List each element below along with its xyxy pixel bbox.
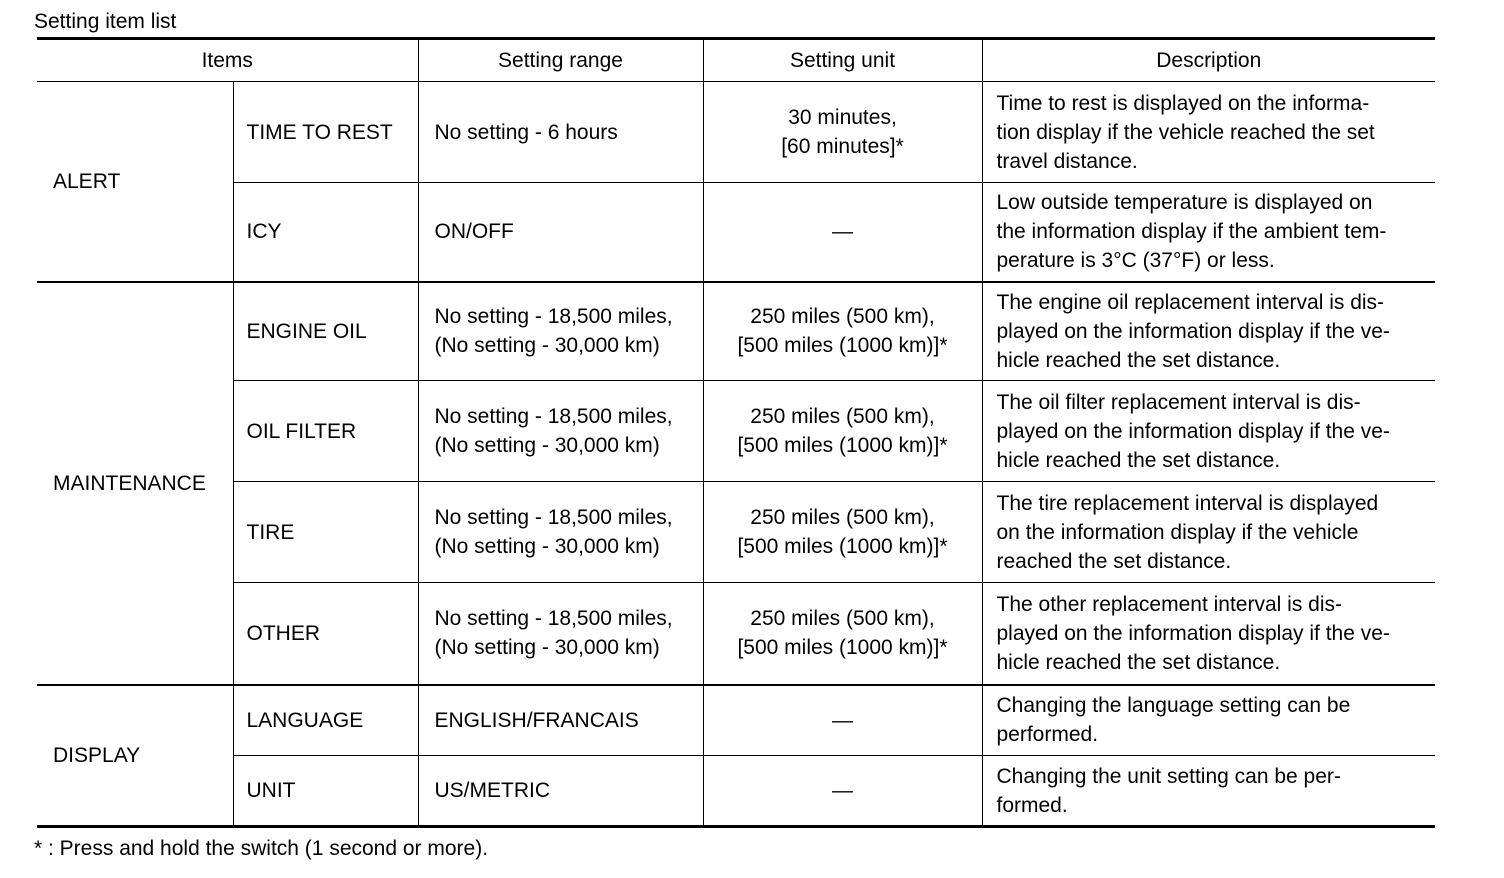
item-language: LANGUAGE — [233, 685, 418, 756]
table-row — [37, 685, 1435, 756]
unit-other: 250 miles (500 km), [500 miles (1000 km)]* — [703, 583, 982, 685]
range-tire: No setting - 18,500 miles, (No setting - 30,000 km) — [418, 482, 703, 583]
header-setting-range: Setting range — [418, 39, 703, 82]
group-maintenance: MAINTENANCE — [37, 282, 233, 685]
item-icy: ICY — [233, 183, 418, 282]
description-language: Changing the language setting can be performed. — [982, 685, 1435, 756]
footnote: * : Press and hold the switch (1 second or more). — [34, 837, 489, 860]
table-row — [37, 381, 1435, 482]
setting-table-container — [37, 37, 1435, 828]
header-row — [37, 39, 1435, 82]
item-tire: TIRE — [233, 482, 418, 583]
header-setting-unit: Setting unit — [703, 39, 982, 82]
table-row — [37, 756, 1435, 827]
item-engine-oil: ENGINE OIL — [233, 282, 418, 381]
range-icy: ON/OFF — [418, 183, 703, 282]
unit-oil-filter: 250 miles (500 km), [500 miles (1000 km)]* — [703, 381, 982, 482]
unit-language: — — [703, 685, 982, 756]
description-unit: Changing the unit setting can be per- formed. — [982, 756, 1435, 827]
range-time-to-rest: No setting - 6 hours — [418, 82, 703, 183]
description-icy: Low outside temperature is displayed on the information display if the ambient tem- perature is 3°C (37°F) or less. — [982, 183, 1435, 282]
group-alert: ALERT — [37, 82, 233, 282]
table-row — [37, 282, 1435, 381]
table-row — [37, 482, 1435, 583]
description-other: The other replacement interval is dis- played on the information display if the ve- hicle reached the set distance. — [982, 583, 1435, 685]
unit-unit: — — [703, 756, 982, 827]
table-caption: Setting item list — [34, 10, 177, 33]
unit-tire: 250 miles (500 km), [500 miles (1000 km)]* — [703, 482, 982, 583]
range-language: ENGLISH/FRANCAIS — [418, 685, 703, 756]
table-row — [37, 183, 1435, 282]
range-unit: US/METRIC — [418, 756, 703, 827]
item-other: OTHER — [233, 583, 418, 685]
item-unit: UNIT — [233, 756, 418, 827]
unit-engine-oil: 250 miles (500 km), [500 miles (1000 km)]* — [703, 282, 982, 381]
header-description: Description — [982, 39, 1435, 82]
unit-time-to-rest: 30 minutes, [60 minutes]* — [703, 82, 982, 183]
unit-icy: — — [703, 183, 982, 282]
table-row — [37, 583, 1435, 685]
range-engine-oil: No setting - 18,500 miles, (No setting - 30,000 km) — [418, 282, 703, 381]
description-tire: The tire replacement interval is displayed on the information display if the vehicle reached the set distance. — [982, 482, 1435, 583]
table-row — [37, 82, 1435, 183]
setting-item-table — [37, 37, 1435, 828]
description-oil-filter: The oil filter replacement interval is dis- played on the information display if the ve- hicle reached the set distance. — [982, 381, 1435, 482]
description-time-to-rest: Time to rest is displayed on the informa- tion display if the vehicle reached the set travel distance. — [982, 82, 1435, 183]
range-oil-filter: No setting - 18,500 miles, (No setting - 30,000 km) — [418, 381, 703, 482]
range-other: No setting - 18,500 miles, (No setting - 30,000 km) — [418, 583, 703, 685]
item-oil-filter: OIL FILTER — [233, 381, 418, 482]
item-time-to-rest: TIME TO REST — [233, 82, 418, 183]
header-items: Items — [37, 39, 418, 82]
description-engine-oil: The engine oil replacement interval is dis- played on the information display if the ve- hicle reached the set distance. — [982, 282, 1435, 381]
group-display: DISPLAY — [37, 685, 233, 827]
